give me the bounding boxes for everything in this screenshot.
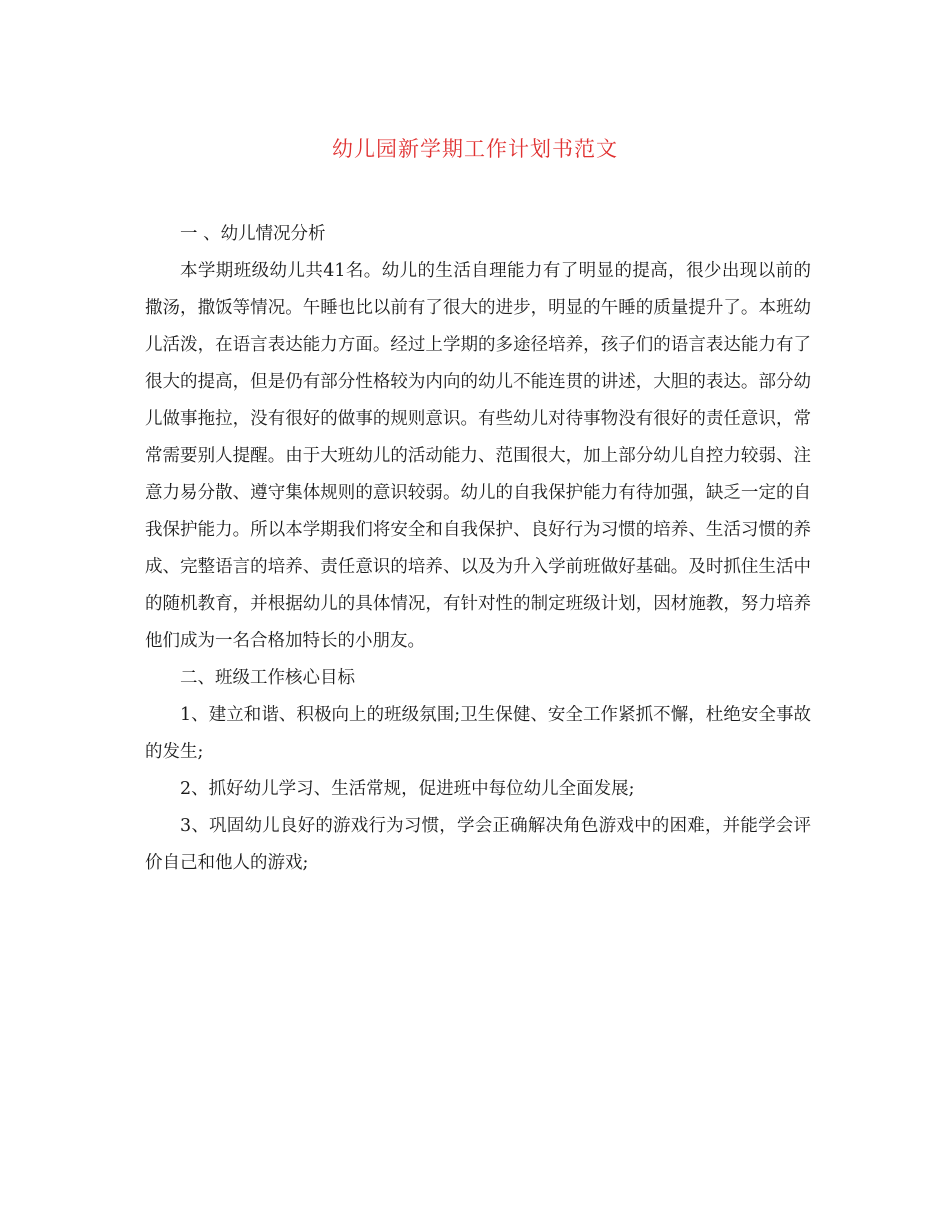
document-body bbox=[145, 216, 811, 882]
goal-item-3: 3、巩固幼儿良好的游戏行为习惯，学会正确解决角色游戏中的困难，并能学会评价自己和他人的游戏; bbox=[145, 816, 811, 873]
section-heading-situation: 一 、幼儿情况分析 bbox=[180, 224, 326, 244]
goal-item-1: 1、建立和谐、积极向上的班级氛围;卫生保健、安全工作紧抓不懈，杜绝安全事故的发生; bbox=[145, 705, 811, 762]
paragraph-situation-analysis: 本学期班级幼儿共41名。幼儿的生活自理能力有了明显的提高，很少出现以前的撒汤，撒饭等情况。午睡也比以前有了很大的进步，明显的午睡的质量提升了。本班幼儿活泼，在语言表达能力方面。经过上学期的多途径培养，孩子们的语言表达能力有了很大的提高，但是仍有部分性格较为内向的幼儿不能连贯的讲述，大胆的表达。部分幼儿做事拖拉，没有很好的做事的规则意识。有些幼儿对待事物没有很好的责任意识，常常需要别人提醒。由于大班幼儿的活动能力、范围很大，加上部分幼儿自控力较弱、注意力易分散、遵守集体规则的意识较弱。幼儿的自我保护能力有待加强，缺乏一定的自我保护能力。所以本学期我们将安全和自我保护、良好行为习惯的培养、生活习惯的养成、完整语言的培养、责任意识的培养、以及为升入学前班做好基础。及时抓住生活中的随机教育，并根据幼儿的具体情况，有针对性的制定班级计划，因材施教，努力培养他们成为一名合格加特长的小朋友。 bbox=[145, 261, 811, 651]
goal-item-2: 2、抓好幼儿学习、生活常规，促进班中每位幼儿全面发展; bbox=[180, 779, 635, 799]
section-heading-goals: 二、班级工作核心目标 bbox=[180, 668, 355, 688]
document-title: 幼儿园新学期工作计划书范文 bbox=[332, 137, 618, 161]
